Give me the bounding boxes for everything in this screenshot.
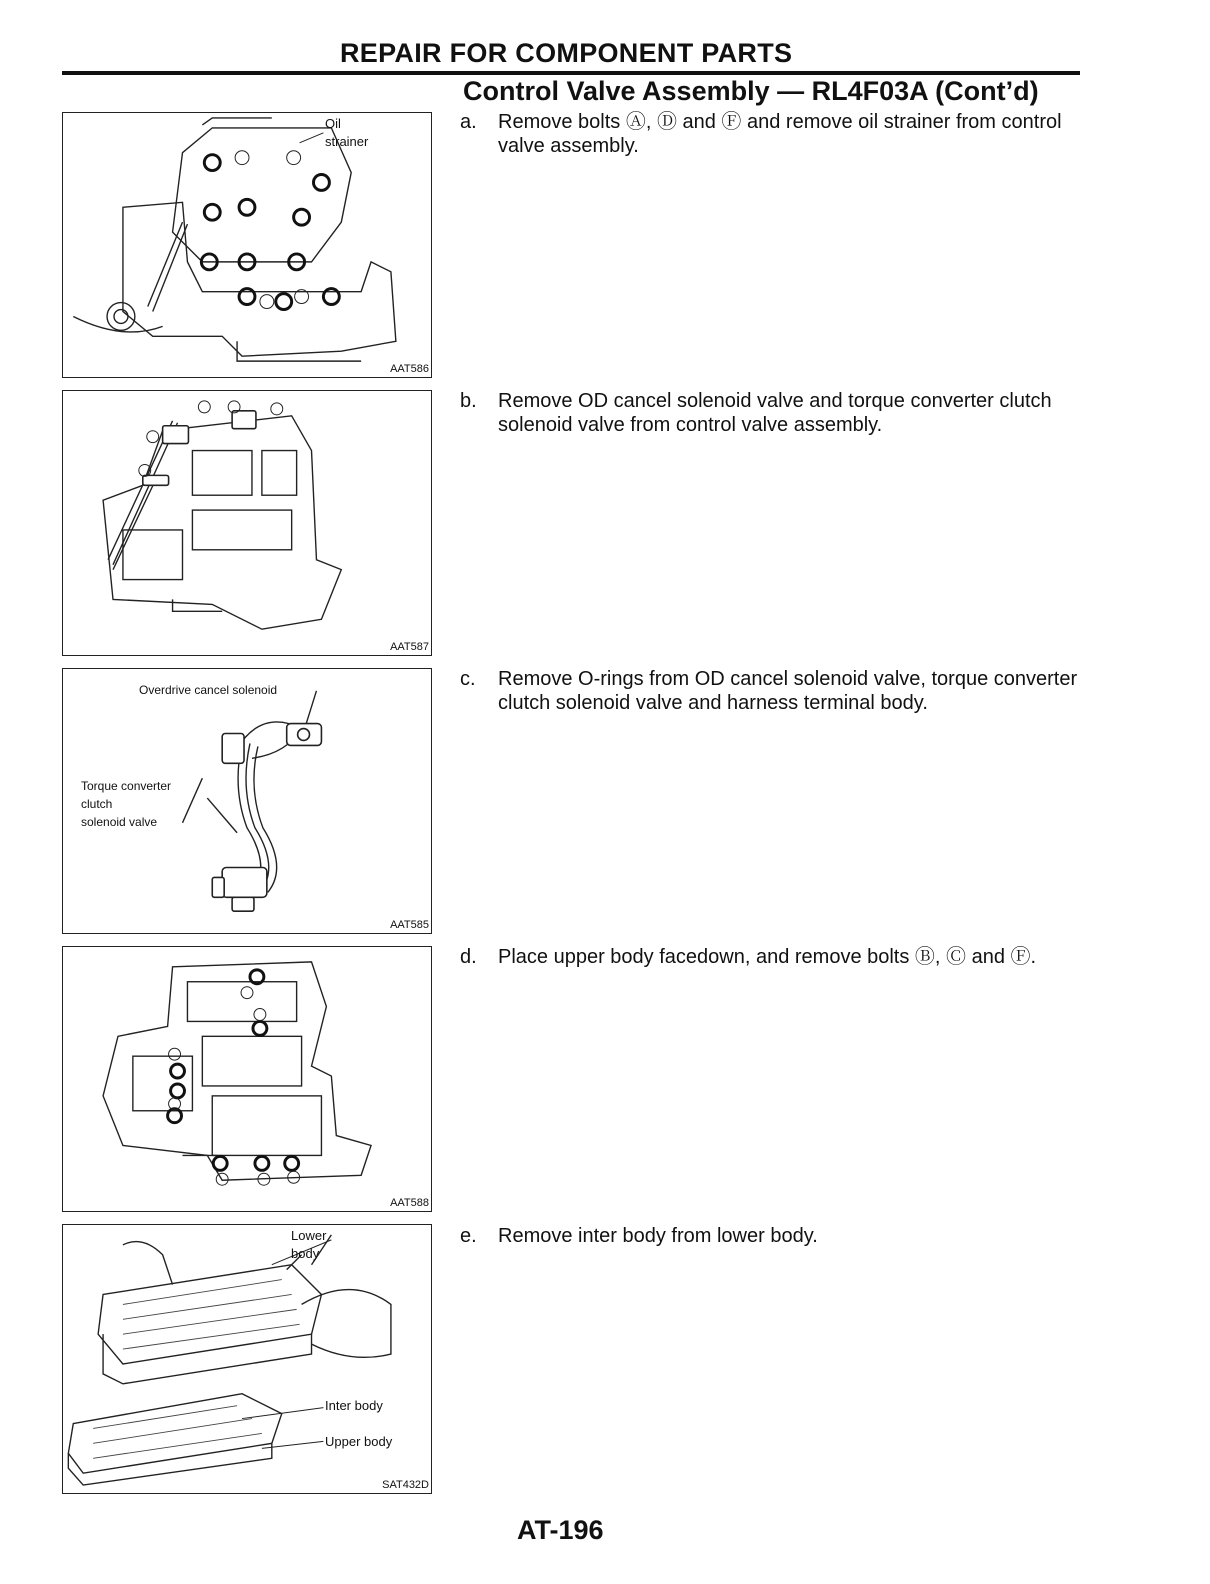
step-text: Remove OD cancel solenoid valve and torque converter clutch solenoid valve from control valve assembly. xyxy=(498,390,1052,436)
figure-code: AAT586 xyxy=(390,363,429,375)
page-title: REPAIR FOR COMPONENT PARTS xyxy=(340,38,793,68)
step-text: Remove inter body from lower body. xyxy=(498,1225,818,1247)
step-text: Place upper body facedown, and remove bolts Ⓑ, Ⓒ and Ⓕ. xyxy=(498,946,1037,968)
step-c xyxy=(460,667,1080,727)
lower-body-label: Lower body xyxy=(291,1228,327,1261)
figure-code: AAT587 xyxy=(390,641,429,653)
overdrive-solenoid-label: Overdrive cancel solenoid xyxy=(139,683,278,697)
inter-body-label: Inter body xyxy=(325,1398,383,1413)
valve-body-illustration xyxy=(63,113,431,377)
section-title: Control Valve Assembly — RL4F03A (Cont’d) xyxy=(463,76,1039,106)
step-b xyxy=(460,389,1080,449)
figure-o-rings xyxy=(62,668,432,934)
step-letter: c. xyxy=(460,668,476,690)
figure-upper-body-bolts xyxy=(62,946,432,1212)
figure-code: SAT432D xyxy=(382,1479,429,1491)
step-e xyxy=(460,1224,1080,1254)
step-text: Remove bolts Ⓐ, Ⓓ and Ⓕ and remove oil strainer from control valve assembly. xyxy=(498,111,1062,157)
oil-strainer-label: Oil strainer xyxy=(325,116,369,149)
upper-body-label: Upper body xyxy=(325,1434,393,1449)
header-rule xyxy=(62,71,1080,75)
figure-oil-strainer xyxy=(62,112,432,378)
figure-inter-body xyxy=(62,1224,432,1494)
valve-body-illustration xyxy=(63,391,431,655)
inter-body-removal-illustration xyxy=(63,1225,431,1493)
page-number: AT-196 xyxy=(517,1515,604,1545)
figure-solenoid-valves xyxy=(62,390,432,656)
step-letter: e. xyxy=(460,1225,477,1247)
step-letter: d. xyxy=(460,946,477,968)
step-a xyxy=(460,110,1080,170)
step-letter: a. xyxy=(460,111,477,133)
step-d xyxy=(460,945,1080,1005)
torque-converter-solenoid-label: Torque converter clutch solenoid valve xyxy=(81,779,172,829)
step-letter: b. xyxy=(460,390,477,412)
step-text: Remove O-rings from OD cancel solenoid valve, torque converter clutch solenoid valve and harness terminal body. xyxy=(498,668,1078,714)
upper-body-illustration xyxy=(63,947,431,1211)
figure-code: AAT585 xyxy=(390,919,429,931)
figure-code: AAT588 xyxy=(390,1197,429,1209)
